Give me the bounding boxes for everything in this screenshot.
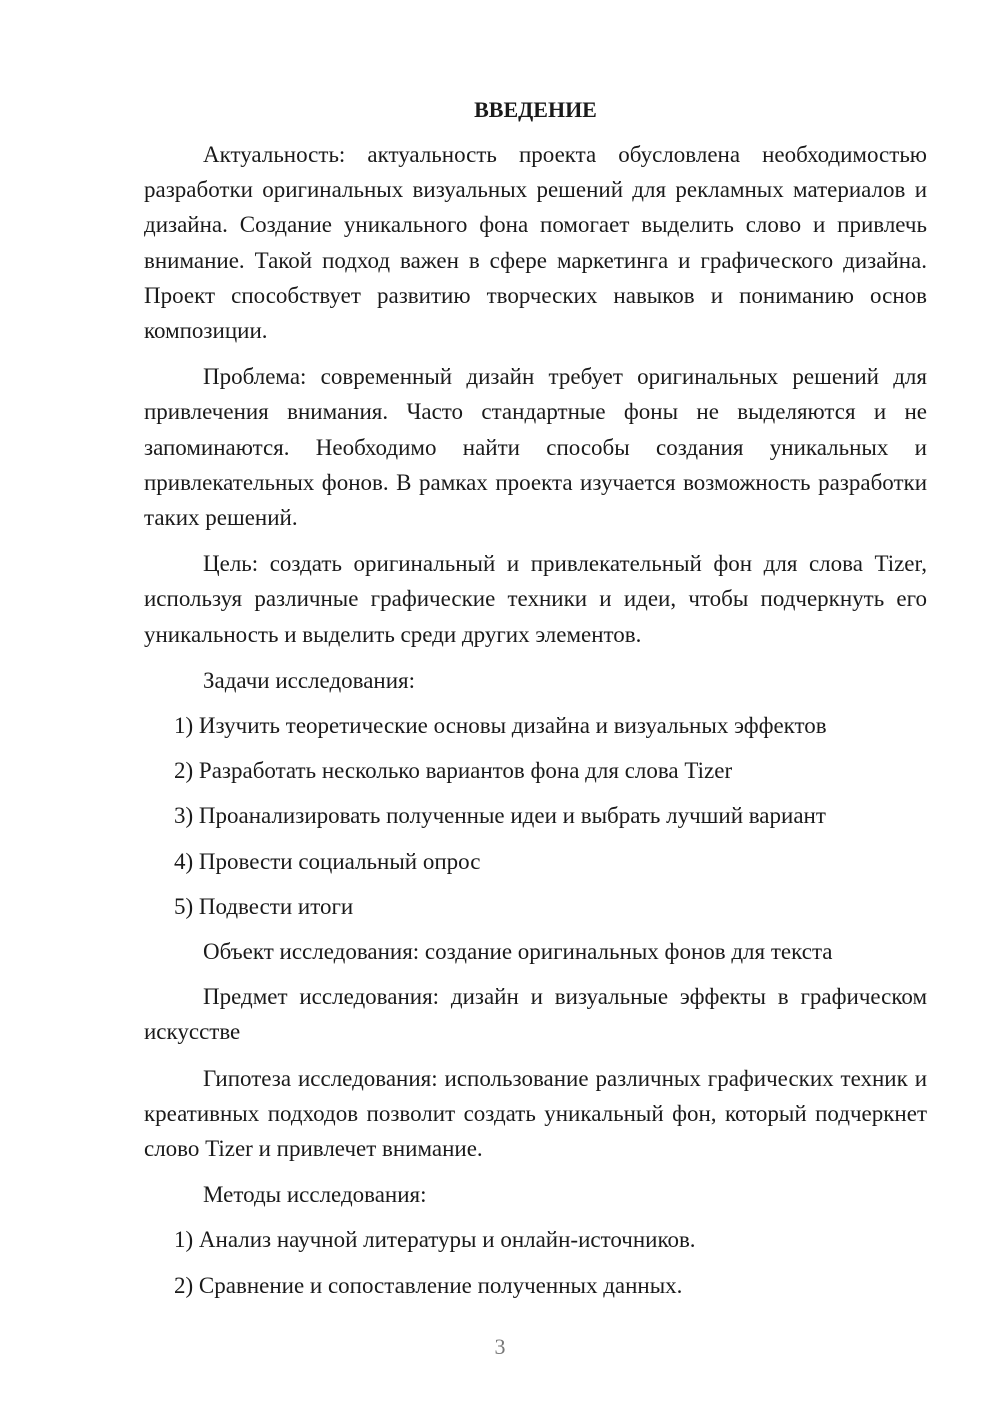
list-item: 1) Анализ научной литературы и онлайн-источников.	[174, 1227, 696, 1253]
methods-heading: Методы исследования:	[203, 1182, 427, 1208]
problem-paragraph: Проблема: современный дизайн требует оригинальных решений для привлечения внимания. Часто стандартные фоны не выделяются и не запоминаются. Необходимо найти способы создания уникальных и привлекательных фонов. В рамках проекта изучается возможность разработки таких решений.	[144, 364, 927, 531]
tasks-heading: Задачи исследования:	[203, 667, 416, 693]
tasks-list	[144, 708, 927, 924]
list-item: 1) Изучить теоретические основы дизайна и визуальных эффектов	[174, 713, 827, 739]
list-item: 5) Подвести итоги	[174, 893, 354, 919]
list-item: 4) Провести социальный опрос	[174, 848, 481, 874]
list-item: 2) Разработать несколько вариантов фона для слова Tizer	[174, 758, 733, 784]
goal-paragraph: Цель: создать оригинальный и привлекательный фон для слова Tizer, используя различные графические техники и идеи, чтобы подчеркнуть его уникальность и выделить среди других элементов.	[144, 551, 927, 647]
list-item: 3) Проанализировать полученные идеи и выбрать лучший вариант	[174, 803, 826, 829]
methods-list	[144, 1222, 927, 1302]
subject-paragraph: Предмет исследования: дизайн и визуальные эффекты в графическом искусстве	[144, 984, 927, 1045]
object-paragraph: Объект исследования: создание оригинальных фонов для текста	[203, 939, 833, 965]
hypothesis-paragraph: Гипотеза исследования: использование различных графических техник и креативных подходов позволит создать уникальный фон, который подчеркнет слово Tizer и привлечет внимание.	[144, 1065, 927, 1162]
page-number: 3	[494, 1334, 506, 1359]
list-item: 2) Сравнение и сопоставление полученных данных.	[174, 1272, 683, 1298]
relevance-paragraph: Актуальность: актуальность проекта обусловлена необходимостью разработки оригинальных визуальных решений для рекламных материалов и дизайна. Создание уникального фона помогает выделить слово и привлечь внимание. Такой подход важен в сфере маркетинга и графического дизайна. Проект способствует развитию творческих навыков и пониманию основ композиции.	[144, 142, 927, 344]
section-title: ВВЕДЕНИЕ	[474, 97, 597, 122]
document-page	[144, 92, 927, 1313]
